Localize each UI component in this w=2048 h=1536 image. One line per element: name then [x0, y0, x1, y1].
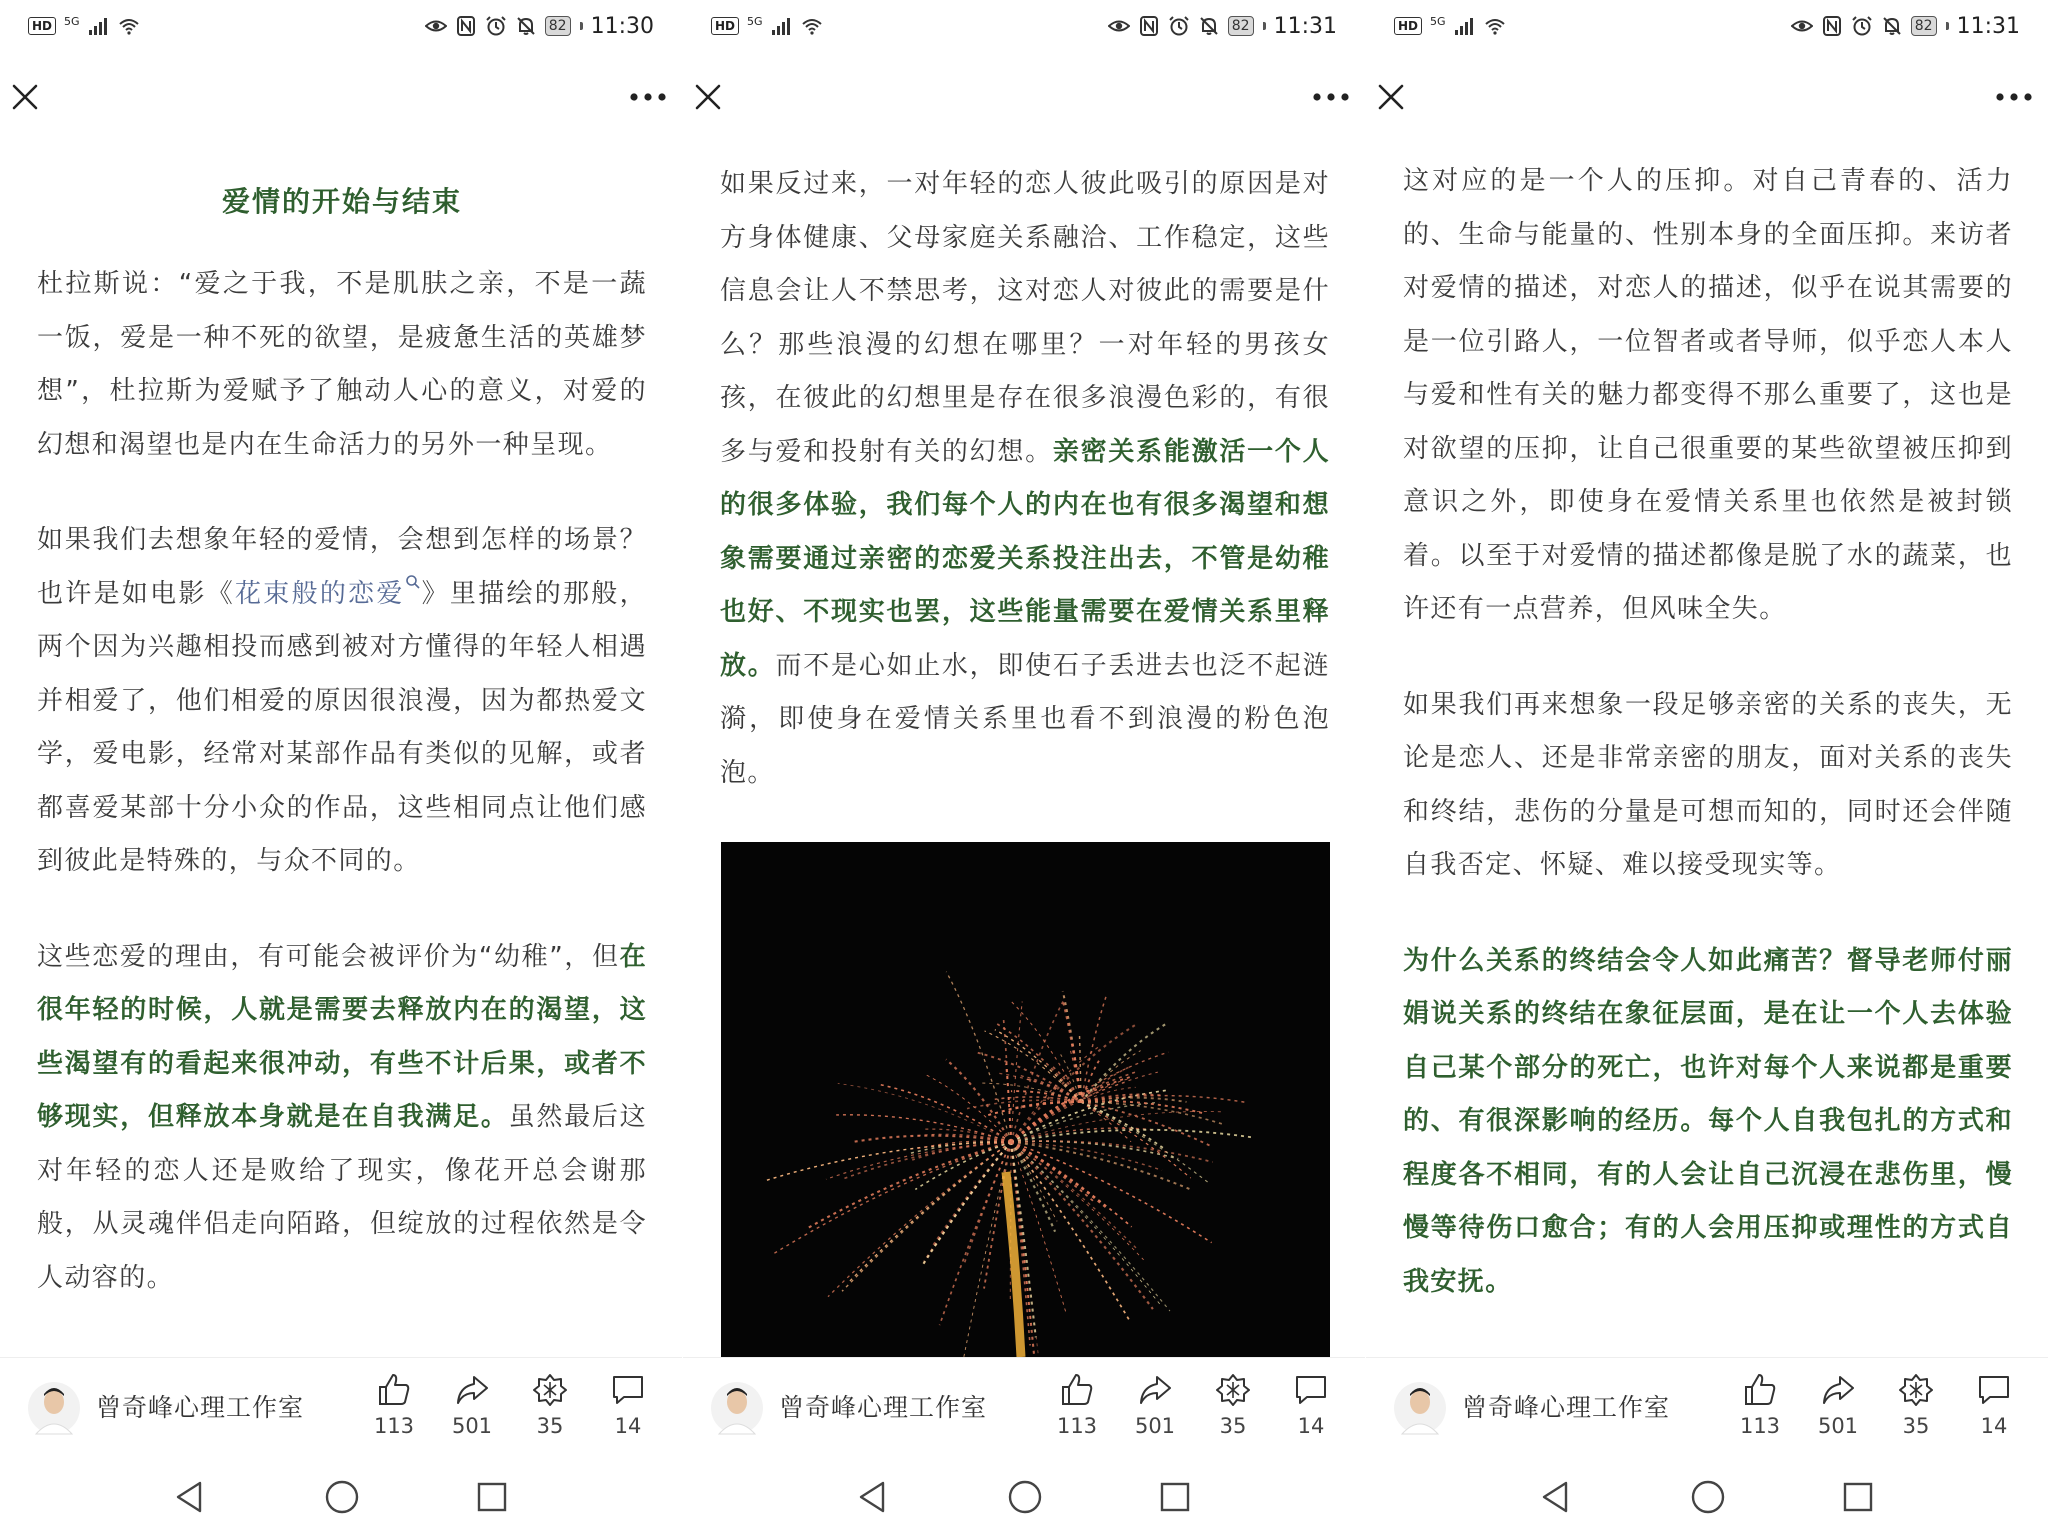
system-nav-bar	[683, 1457, 1365, 1536]
screen-2	[683, 0, 1365, 1536]
paragraph-text: 而不是心如止水，即使石子丢进去也泛不起涟漪，即使身在爱情关系里也看不到浪漫的粉色泡泡。	[720, 650, 1330, 788]
screen-1	[0, 0, 682, 1536]
author-avatar[interactable]	[711, 1380, 763, 1436]
like-button[interactable]	[1730, 1372, 1790, 1438]
share-button[interactable]	[442, 1372, 502, 1438]
eye-icon	[1791, 16, 1813, 36]
wow-count: 35	[536, 1414, 564, 1438]
firework-streak	[1081, 1102, 1212, 1147]
paragraph	[720, 158, 1330, 800]
movie-link[interactable]	[235, 579, 421, 609]
recent-apps-icon[interactable]	[1155, 1477, 1195, 1517]
firework-streak	[767, 1142, 1011, 1180]
paragraph-text: 这些恋爱的理由，有可能会被评价为“幼稚”，但	[37, 941, 620, 972]
paragraph-text: 虽然最后这对年轻的恋人还是败给了现实，像花开总会谢那般，从灵魂伴侣走向陌路，但绽放的过程依然是令人动容的。	[37, 1102, 647, 1293]
signal-icon	[1454, 16, 1476, 36]
firework-streak	[828, 1142, 1011, 1297]
firework-streak	[1011, 1072, 1158, 1142]
hd-badge: HD	[711, 17, 739, 35]
author-avatar[interactable]	[1394, 1380, 1446, 1436]
movie-link-text: 花束般的恋爱	[235, 578, 405, 609]
paragraph-text: 如果我们再来想象一段足够亲密的关系的丧失，无论是恋人、还是非常亲密的朋友，面对关系的丧失和终结，悲伤的分量是可想而知的，同时还会伴随自我否定、怀疑、难以接受现实等。	[1403, 689, 2013, 880]
comment-icon	[1293, 1372, 1329, 1408]
eye-icon	[1108, 16, 1130, 36]
search-icon	[405, 574, 421, 590]
recent-apps-icon[interactable]	[472, 1477, 512, 1517]
comment-count: 14	[1297, 1414, 1325, 1438]
author-name[interactable]: 曾奇峰心理工作室	[779, 1393, 988, 1422]
share-button[interactable]	[1125, 1372, 1185, 1438]
paragraph	[37, 258, 647, 472]
firework-streak	[915, 1142, 1011, 1189]
firework-streak	[878, 1084, 1011, 1142]
share-icon	[454, 1372, 490, 1408]
battery-indicator	[545, 16, 571, 36]
mute-bell-icon	[1198, 16, 1220, 36]
thumbs-up-icon	[1059, 1372, 1095, 1408]
mute-bell-icon	[515, 16, 537, 36]
clock: 11:30	[590, 13, 654, 39]
battery-level: 82	[1231, 18, 1250, 34]
wow-icon	[1215, 1372, 1251, 1408]
like-count: 113	[373, 1414, 415, 1438]
share-icon	[1820, 1372, 1856, 1408]
network-type: 5G	[747, 14, 763, 28]
action-bar	[1366, 1357, 2048, 1458]
status-bar	[0, 0, 682, 52]
thumbs-up-icon	[376, 1372, 412, 1408]
firework-streak	[774, 1142, 1011, 1254]
status-left	[711, 16, 823, 36]
status-right	[1791, 14, 2020, 39]
status-left	[1394, 16, 1506, 36]
paragraph-text: 这对应的是一个人的压抑。对自己青春的、活力的、生命与能量的、性别本身的全面压抑。来访者对爱情的描述，对恋人的描述，似乎在说其需要的是一位引路人，一位智者或者导师，似乎恋人本人与爱和性有关的魅力都变得不那么重要了，这也是对欲望的压抑，让自己很重要的某些欲望被压抑到意识之外，即使身在爱情关系里也依然是被封锁着。以至于对爱情的描述都像是脱了水的蔬菜，也许还有一点营养，但风味全失。	[1403, 166, 2013, 624]
firework-streak	[1011, 1142, 1153, 1309]
battery-cap	[1263, 22, 1266, 30]
home-icon[interactable]	[1688, 1477, 1728, 1517]
paragraph	[1403, 679, 2013, 893]
comment-count: 14	[1980, 1414, 2008, 1438]
close-icon[interactable]	[1374, 80, 1408, 114]
wow-count: 35	[1902, 1414, 1930, 1438]
close-icon[interactable]	[8, 80, 42, 114]
screen-3	[1366, 0, 2048, 1536]
back-icon[interactable]	[853, 1477, 893, 1517]
status-right	[1108, 14, 1337, 39]
hd-badge: HD	[28, 17, 56, 35]
like-button[interactable]	[1047, 1372, 1107, 1438]
firework-streak	[842, 1142, 1011, 1291]
comment-icon	[610, 1372, 646, 1408]
comment-icon	[1976, 1372, 2012, 1408]
nav-bar	[1366, 62, 2048, 132]
clock: 11:31	[1273, 13, 1337, 39]
status-bar	[683, 0, 1365, 52]
firework-streak	[1081, 995, 1107, 1102]
author-avatar[interactable]	[28, 1380, 80, 1436]
battery-level: 82	[1914, 18, 1933, 34]
comment-button[interactable]	[598, 1372, 658, 1438]
fireworks-image	[721, 842, 1330, 1357]
firework-streak	[1011, 1142, 1160, 1304]
paragraph-text: 如果我们去想象年轻的爱情，会想到怎样的场景？也许是如电影《	[37, 525, 647, 609]
thumbs-up-icon	[1742, 1372, 1778, 1408]
highlighted-text: 为什么关系的终结会令人如此痛苦？督导老师付丽娟说关系的终结在象征层面，是在让一个人去体验自己某个部分的死亡，也许对每个人来说都是重要的、有很深影响的经历。每个人自我包扎的方式和程度各不相同，有的人会让自己沉浸在悲伤里，慢慢等待伤口愈合；有的人会用压抑或理性的方式自我安抚。	[1403, 945, 2013, 1297]
signal-icon	[88, 16, 110, 36]
battery-cap	[1946, 22, 1949, 30]
nfc-icon	[455, 16, 477, 36]
share-button[interactable]	[1808, 1372, 1868, 1438]
system-nav-bar	[1366, 1457, 2048, 1536]
battery-indicator	[1228, 16, 1254, 36]
status-bar	[1366, 0, 2048, 52]
firework-streak	[946, 1059, 1011, 1142]
article-title: 爱情的开始与结束	[221, 185, 462, 218]
firework-streak	[838, 1083, 1011, 1142]
firework-streak	[1011, 1142, 1162, 1170]
network-type: 5G	[1430, 14, 1446, 28]
paragraph	[37, 931, 647, 1306]
wow-button[interactable]	[520, 1372, 580, 1438]
alarm-icon	[1851, 16, 1873, 36]
system-nav-bar	[0, 1457, 682, 1536]
firework-streak	[1011, 1142, 1144, 1260]
hd-badge: HD	[1394, 17, 1422, 35]
firework-streak	[1011, 1142, 1130, 1321]
action-bar	[683, 1357, 1365, 1458]
status-right	[425, 14, 654, 39]
share-count: 501	[1134, 1414, 1176, 1438]
firework-streak	[1081, 1102, 1191, 1178]
more-icon[interactable]	[1992, 80, 2036, 114]
home-icon[interactable]	[1005, 1477, 1045, 1517]
firework-streak	[1011, 1076, 1132, 1142]
share-count: 501	[1817, 1414, 1859, 1438]
wow-icon	[1898, 1372, 1934, 1408]
battery-indicator	[1911, 16, 1937, 36]
firework-streak	[1081, 1096, 1248, 1103]
paragraph	[1403, 935, 2013, 1310]
alarm-icon	[1168, 16, 1190, 36]
comment-button[interactable]	[1964, 1372, 2024, 1438]
like-button[interactable]	[364, 1372, 424, 1438]
nav-bar	[0, 62, 682, 132]
paragraph	[1403, 155, 2013, 637]
author-name[interactable]: 曾奇峰心理工作室	[96, 1393, 305, 1422]
action-bar	[0, 1357, 682, 1458]
wow-count: 35	[1219, 1414, 1247, 1438]
firework-streak	[1011, 1142, 1055, 1232]
share-icon	[1137, 1372, 1173, 1408]
recent-apps-icon[interactable]	[1838, 1477, 1878, 1517]
article-body	[720, 158, 1330, 842]
nfc-icon	[1138, 16, 1160, 36]
article-body	[1403, 155, 2013, 1351]
nav-bar	[683, 62, 1365, 132]
firework-streak	[1003, 1016, 1011, 1142]
battery-level: 82	[548, 18, 567, 34]
firework-streak	[1011, 1142, 1108, 1210]
firework-streak	[922, 1142, 1011, 1266]
mute-bell-icon	[1881, 16, 1903, 36]
firework-streak	[805, 1142, 1011, 1229]
alarm-icon	[485, 16, 507, 36]
highlighted-text: 亲密关系能激活一个人的很多体验，我们每个人的内在也有很多渴望和想象需要通过亲密的恋爱关系投注出去，不管是幼稚也好、不现实也罢，这些能量需要在爱情关系里释放。	[720, 436, 1330, 681]
home-icon[interactable]	[322, 1477, 362, 1517]
paragraph	[37, 514, 647, 889]
wifi-icon	[801, 16, 823, 36]
highlighted-text: 在很年轻的时候，人就是需要去释放内在的渴望，这些渴望有的看起来很冲动，有些不计后果，或者不够现实，但释放本身就是在自我满足。	[37, 941, 647, 1132]
back-icon[interactable]	[1536, 1477, 1576, 1517]
firework-streak	[1011, 1142, 1191, 1189]
comment-count: 14	[614, 1414, 642, 1438]
more-icon[interactable]	[626, 80, 670, 114]
fireworks-illustration	[721, 842, 1330, 1357]
more-icon[interactable]	[1309, 80, 1353, 114]
firework-streak	[922, 1142, 1011, 1266]
nfc-icon	[1821, 16, 1843, 36]
article-body	[37, 160, 647, 1347]
author-name[interactable]: 曾奇峰心理工作室	[1462, 1393, 1671, 1422]
share-count: 501	[451, 1414, 493, 1438]
status-left	[28, 16, 140, 36]
clock: 11:31	[1956, 13, 2020, 39]
firework-streak	[844, 1142, 1011, 1179]
wifi-icon	[1484, 16, 1506, 36]
signal-icon	[771, 16, 793, 36]
wow-icon	[532, 1372, 568, 1408]
paragraph-text: 如果反过来，一对年轻的恋人彼此吸引的原因是对方身体健康、父母家庭关系融洽、工作稳定，这些信息会让人不禁思考，这对恋人对彼此的需要是什么？那些浪漫的幻想在哪里？一对年轻的男孩女孩，在彼此的幻想里是存在很多浪漫色彩的，有很多与爱和投射有关的幻想。	[720, 169, 1330, 467]
comment-button[interactable]	[1281, 1372, 1341, 1438]
like-count: 113	[1739, 1414, 1781, 1438]
like-count: 113	[1056, 1414, 1098, 1438]
firework-streak	[1081, 1024, 1166, 1102]
close-icon[interactable]	[691, 80, 725, 114]
firework-streak	[1011, 1047, 1099, 1142]
eye-icon	[425, 16, 447, 36]
back-icon[interactable]	[170, 1477, 210, 1517]
firework-streak	[1081, 1094, 1161, 1102]
battery-cap	[580, 22, 583, 30]
paragraph-text: 杜拉斯说：“爱之于我，不是肌肤之亲，不是一蔬一饭，爱是一种不死的欲望，是疲惫生活的英雄梦想”，杜拉斯为爱赋予了触动人心的意义，对爱的幻想和渴望也是内在生命活力的另外一种呈现。	[37, 269, 647, 460]
wow-button[interactable]	[1886, 1372, 1946, 1438]
wifi-icon	[118, 16, 140, 36]
firework-streak	[946, 972, 1011, 1142]
network-type: 5G	[64, 14, 80, 28]
wow-button[interactable]	[1203, 1372, 1263, 1438]
paragraph-text: 》里描绘的那般，两个因为兴趣相投而感到被对方懂得的年轻人相遇并相爱了，他们相爱的原因很浪漫，因为都热爱文学，爱电影，经常对某部作品有类似的见解，或者都喜爱某部十分小众的作品，这些相同点让他们感到彼此是特殊的，与众不同的。	[37, 578, 647, 876]
